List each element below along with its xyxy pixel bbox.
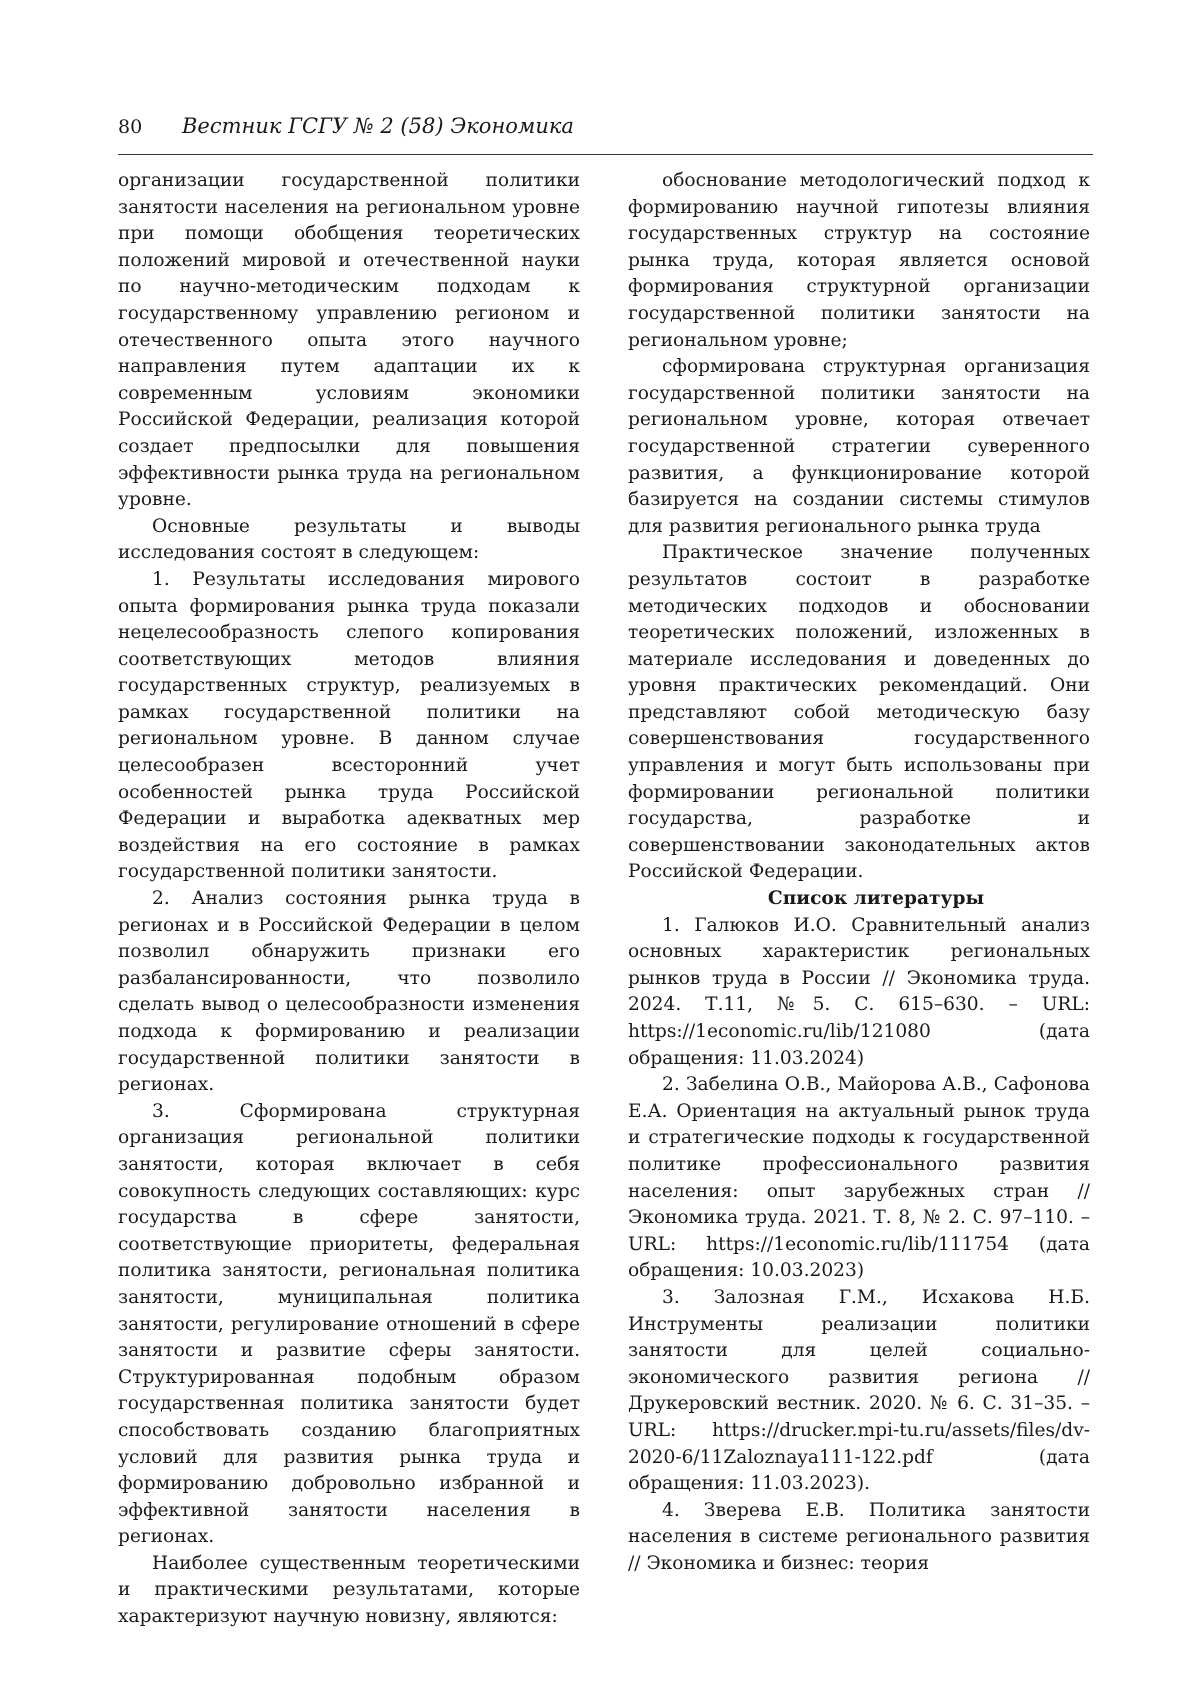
page-number: 80 [118, 116, 143, 138]
reference-item: 1. Галюков И.О. Сравнительный анализ основных характеристик региональных рынков труда в России // Экономика труда. 2024. Т.11, №5. С. 615–630. – URL: https://1economic.ru/lib/121080 (дата обращения: 11.03.2024) [628, 914, 1090, 1069]
paragraph: 3. Сформирована структурная организация региональной политики занятости, которая включает в себя совокупность следующих составляющих: курс государства в сфере занятости, соответствующие приоритеты, федеральная политика занятости, региональная политика занятости, муниципальная политика занятости, регулирование отношений в сфере занятости и развитие сферы занятости. Структурированная подобным образом государственная политика занятости будет способствовать созданию благоприятных условий для развития рынка труда и формированию добровольно избранной и эффективной занятости населения в регионах. [118, 1100, 580, 1548]
reference-item: 4. Зверева Е.В. Политика занятости населения в системе регионального развития // Экономика и бизнес: теория [628, 1499, 1090, 1574]
running-header [118, 114, 1093, 148]
paragraph: сформирована структурная организация государственной политики занятости на региональном уровне, которая отвечает государственной стратегии суверенного развития, а функционирование которой базируется на создании системы стимулов для развития регионального рынка труда [628, 356, 1090, 537]
journal-title: Вестник ГСГУ № 2 (58) Экономика [182, 114, 574, 138]
right-column [628, 168, 1090, 1577]
reference-item: 3. Залозная Г.М., Исхакова Н.Б. Инструменты реализации политики занятости для целей социально-экономического развития региона // Друкеровский вестник. 2020. № 6. С. 31–35. – URL: https://drucker.mpi-tu.ru/assets/files/dv-2020-6/11Zaloznaya111-122.pdf (дата обращения: 11.03.2023). [628, 1286, 1090, 1495]
paragraph: Практическое значение полученных результатов состоит в разработке методических подходов и обосновании теоретических положений, изложенных в материале исследования и доведенных до уровня практических рекомендаций. Они представляют собой методическую базу совершенствования государственного управления и могут быть использованы при формировании региональной политики государства, разработке и совершенствовании законодательных актов Российской Федерации. [628, 542, 1090, 883]
references-heading: Список литературы [767, 888, 985, 910]
paragraph: 2. Анализ состояния рынка труда в регионах и в Российской Федерации в целом позволил обнаружить признаки его разбалансированности, что позволило сделать вывод о целесообразности изменения подхода к формированию и реализации государственной политики занятости в регионах. [118, 888, 580, 1096]
paragraph: 1. Результаты исследования мирового опыта формирования рынка труда показали нецелесообразность слепого копирования соответствующих методов влияния государственных структур, реализуемых в рамках государственной политики на региональном уровне. В данном случае целесообразен всесторонний учет особенностей рынка труда Российской Федерации и выработка адекватных мер воздействия на его состояние в рамках государственной политики занятости. [118, 568, 580, 883]
paragraph: Наиболее существенным теоретическими и практическими результатами, которые характеризуют научную новизну, являются: [118, 1552, 580, 1628]
paragraph: Основные результаты и выводы исследования состоят в следующем: [118, 515, 580, 564]
header-rule [118, 154, 1093, 155]
left-column [118, 168, 580, 1631]
paragraph: обоснование методологический подход к формированию научной гипотезы влияния государственных структур на состояние рынка труда, которая является основой формирования структурной организации государственной политики занятости на региональном уровне; [628, 170, 1090, 351]
paragraph: организации государственной политики занятости населения на региональном уровне при помощи обобщения теоретических положений мировой и отечественной науки по научно-методическим подходам к государственному управлению регионом и отечественного опыта этого научного направления путем адаптации их к современным условиям экономики Российской Федерации, реализация которой создает предпосылки для повышения эффективности рынка труда на региональном уровне. [118, 170, 580, 511]
reference-item: 2. Забелина О.В., Майорова А.В., Сафонова Е.А. Ориентация на актуальный рынок труда и стратегические подходы к государственной политике профессионального развития населения: опыт зарубежных стран // Экономика труда. 2021. Т. 8, № 2. С. 97–110. – URL: https://1economic.ru/lib/111754 (дата обращения: 10.03.2023) [628, 1074, 1090, 1282]
